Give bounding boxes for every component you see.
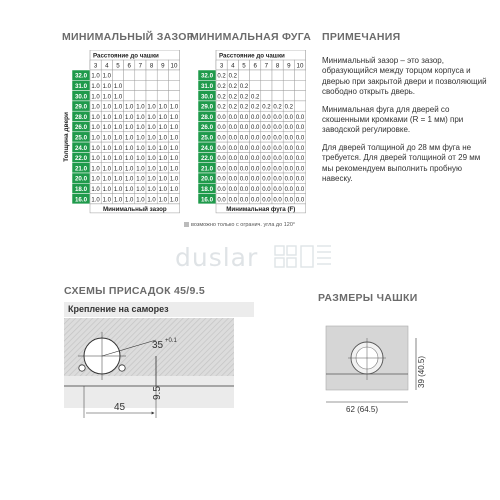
joint-cell-value: 0.0 (284, 176, 293, 183)
gap-cell (112, 70, 123, 80)
joint-col-label: 7 (264, 62, 269, 70)
gap-cell-value: 1.0 (102, 135, 111, 142)
joint-cell-value: 0.0 (262, 114, 271, 121)
gap-cell-value: 1.0 (136, 104, 145, 111)
gap-cell-value: 1.0 (113, 104, 123, 111)
joint-cell-value: 0.0 (262, 176, 271, 183)
gap-cell (146, 70, 157, 80)
joint-cell (250, 80, 261, 90)
joint-cell-value: 0.2 (228, 94, 237, 101)
joint-cell (294, 91, 305, 101)
gap-cell-value: 1.0 (158, 176, 167, 183)
joint-row-label: 28.0 (200, 113, 214, 121)
joint-cell-value: 0.0 (295, 156, 305, 163)
joint-cell-value: 0.2 (262, 104, 271, 111)
gap-cell-value: 1.0 (113, 187, 123, 193)
gap-cell-value: 1.0 (113, 94, 123, 101)
gap-cell (124, 91, 135, 101)
mounting-subheading: Крепление на саморез (64, 302, 254, 317)
gap-cell-value: 1.0 (125, 156, 134, 163)
joint-cell-value: 0.0 (239, 156, 249, 163)
gap-col-label: 5 (116, 62, 120, 70)
gap-cell-value: 1.0 (91, 73, 100, 80)
note-paragraph-2: Минимальная фуга для дверей со скошенными кромками (R = 1 мм) при заводской регулировке. (322, 104, 464, 135)
gap-cell-value: 1.0 (147, 156, 156, 163)
joint-cell-value: 0.0 (273, 176, 282, 183)
joint-cell-value: 0.0 (228, 156, 237, 163)
joint-cell-value: 0.0 (295, 187, 305, 193)
joint-cell-value: 0.0 (251, 135, 260, 142)
joint-cell-value: 0.0 (295, 125, 305, 132)
joint-cell (261, 70, 272, 80)
gap-col-label: 10 (170, 62, 178, 70)
gap-cell (168, 80, 179, 90)
joint-cell-value: 0.0 (284, 114, 293, 121)
gap-col-label: 3 (93, 62, 98, 70)
joint-cell-value: 0.0 (273, 156, 282, 163)
gap-cell-value: 1.0 (158, 197, 167, 204)
joint-cell (283, 91, 294, 101)
joint-cell-value: 0.0 (273, 197, 282, 204)
gap-cell (124, 70, 135, 80)
depth-offset-label: 9.5 (152, 386, 163, 400)
gap-cell-value: 1.0 (102, 197, 111, 204)
joint-cell-value: 0.0 (262, 187, 271, 193)
joint-row-label: 22.0 (200, 155, 214, 163)
gap-cell-value: 1.0 (136, 176, 145, 183)
gap-cell-value: 1.0 (147, 187, 156, 193)
distance-label: 45 (114, 402, 126, 413)
joint-row-label: 31.0 (200, 83, 214, 90)
gap-cell-value: 1.0 (158, 114, 167, 121)
joint-cell-value: 0.0 (273, 187, 282, 193)
gap-cell-value: 1.0 (113, 176, 123, 183)
note-paragraph-1: Минимальный зазор – это зазор, образующийся между торцом корпуса и дверью при закрытой двери и позволяющий свободно открыть дверь. (322, 56, 487, 97)
gap-cell-value: 1.0 (169, 156, 179, 163)
gap-cell (157, 80, 168, 90)
gap-cell-value: 1.0 (158, 156, 167, 163)
gap-cell-value: 1.0 (147, 197, 156, 204)
gap-cell-value: 1.0 (125, 145, 134, 152)
joint-row-label: 20.0 (200, 175, 214, 183)
joint-cell-value: 0.2 (239, 84, 249, 90)
gap-cell-value: 1.0 (102, 114, 111, 121)
gap-cell-value: 1.0 (102, 94, 111, 101)
joint-cell-value: 0.0 (239, 187, 249, 193)
joint-row-label: 16.0 (200, 196, 214, 204)
gap-row-label: 30.0 (74, 93, 88, 101)
gap-col-label: 8 (149, 62, 154, 70)
gap-cell (135, 70, 146, 80)
gap-cell-value: 1.0 (169, 114, 179, 121)
joint-cell-value: 0.0 (284, 166, 293, 173)
joint-cell (283, 70, 294, 80)
gap-row-label: 22.0 (74, 155, 88, 163)
joint-cell-value: 0.2 (239, 104, 249, 111)
footnote (184, 222, 295, 228)
joint-cell-value: 0.0 (228, 125, 237, 132)
joint-cell-value: 0.0 (284, 156, 293, 163)
gap-footer-text: Минимальный зазор (102, 205, 167, 213)
gap-cell-value: 1.0 (136, 197, 145, 204)
joint-cell (294, 101, 305, 111)
gap-cell-value: 1.0 (125, 114, 134, 121)
panel-edge-strip (64, 376, 234, 408)
joint-cell-value: 0.0 (251, 187, 260, 193)
joint-cell-value: 0.0 (273, 114, 282, 121)
gap-cell (124, 80, 135, 90)
gap-cell-value: 1.0 (169, 166, 179, 173)
min-gap-heading: МИНИМАЛЬНЫЙ ЗАЗОР (62, 31, 194, 43)
joint-cell-value: 0.0 (273, 135, 282, 142)
gap-cell-value: 1.0 (102, 176, 111, 183)
gap-cell-value: 1.0 (169, 125, 179, 132)
joint-cell-value: 0.2 (228, 73, 237, 80)
gap-cell (135, 91, 146, 101)
joint-cell-value: 0.2 (217, 73, 226, 80)
gap-row-label: 25.0 (74, 134, 88, 142)
gap-cell-value: 1.0 (91, 176, 100, 183)
joint-cell-value: 0.0 (228, 187, 237, 193)
gap-cell-value: 1.0 (91, 166, 100, 173)
joint-cell-value: 0.0 (228, 197, 237, 204)
gap-cell-value: 1.0 (125, 166, 134, 173)
gap-cell-value: 1.0 (169, 197, 179, 204)
gap-cell-value: 1.0 (113, 145, 123, 152)
gap-cell-value: 1.0 (125, 104, 134, 111)
joint-cell-value: 0.2 (228, 84, 237, 90)
joint-cell-value: 0.0 (239, 135, 249, 142)
joint-cell-value: 0.0 (262, 135, 271, 142)
joint-cell-value: 0.0 (295, 166, 305, 173)
joint-cell-value: 0.0 (251, 114, 260, 121)
joint-cell-value: 0.0 (239, 145, 249, 152)
joint-cell-value: 0.0 (251, 156, 260, 163)
gap-cell-value: 1.0 (136, 166, 145, 173)
joint-cell-value: 0.0 (239, 176, 249, 183)
notes-text (322, 56, 492, 191)
joint-col-label: 8 (275, 62, 280, 70)
radius-label: 35 (152, 340, 164, 351)
joint-cell-value: 0.0 (239, 197, 249, 204)
joint-col-label: 5 (242, 62, 246, 70)
duslar-logo (175, 243, 333, 272)
gap-cell-value: 1.0 (102, 187, 111, 193)
joint-row-label: 26.0 (200, 124, 214, 132)
gap-cell (146, 80, 157, 90)
gap-cell (168, 91, 179, 101)
gap-col-label: 7 (138, 62, 143, 70)
min-joint-table (198, 50, 308, 218)
gap-row-label: 28.0 (74, 113, 88, 121)
joint-cell-value: 0.2 (228, 104, 237, 111)
gap-cell-value: 1.0 (113, 135, 123, 142)
gap-cell-value: 1.0 (91, 145, 100, 152)
joint-cell (261, 80, 272, 90)
gap-cell-value: 1.0 (158, 187, 167, 193)
joint-cell-value: 0.0 (217, 187, 226, 193)
cup-size-diagram (318, 320, 438, 420)
cup-width-label: 62 (64.5) (346, 405, 379, 414)
joint-cell-value: 0.2 (217, 94, 226, 101)
screw-hole-right (119, 365, 125, 371)
joint-cell (261, 91, 272, 101)
joint-cell-value: 0.0 (217, 125, 226, 132)
gap-cell-value: 1.0 (91, 104, 100, 111)
joint-cell-value: 0.0 (251, 197, 260, 204)
logo-mark-icon (273, 244, 333, 270)
gap-cell-value: 1.0 (91, 187, 100, 193)
gap-cell-value: 1.0 (147, 104, 156, 111)
joint-cell-value: 0.0 (295, 176, 305, 183)
joint-cell (272, 91, 283, 101)
joint-cell-value: 0.0 (262, 125, 271, 132)
joint-col-label: 10 (296, 62, 304, 70)
gap-cell-value: 1.0 (91, 135, 100, 142)
screw-hole-left (79, 365, 85, 371)
gap-cell-value: 1.0 (125, 125, 134, 132)
note-paragraph-3: Для дверей толщиной до 28 мм фуга не требуется. Для дверей толщиной от 29 мм мы рекомендуем выполнить пробную навеску. (322, 142, 481, 184)
gap-col-label: 9 (161, 62, 165, 70)
joint-cell-value: 0.0 (228, 135, 237, 142)
joint-cell-value: 0.0 (284, 125, 293, 132)
gap-cell-value: 1.0 (91, 84, 100, 90)
joint-cell-value: 0.0 (217, 114, 226, 121)
joint-row-label: 24.0 (200, 144, 214, 152)
gap-cell-value: 1.0 (125, 197, 134, 204)
gap-cell-value: 1.0 (147, 176, 156, 183)
joint-cell (272, 70, 283, 80)
gap-row-label: 16.0 (74, 196, 88, 204)
joint-cell-value: 0.0 (284, 187, 293, 193)
joint-cell-value: 0.0 (228, 114, 237, 121)
gap-cell-value: 1.0 (102, 125, 111, 132)
gap-cell-value: 1.0 (136, 156, 145, 163)
footnote-text: возможно только с огранич. угла до 120° (191, 222, 296, 228)
joint-cell-value: 0.0 (239, 166, 249, 173)
gap-row-label: 18.0 (74, 186, 88, 193)
joint-cell (283, 80, 294, 90)
joint-cell-value: 0.2 (217, 104, 226, 111)
drill-scheme-diagram (64, 318, 264, 448)
joint-row-label: 30.0 (200, 93, 214, 101)
gap-row-label: 26.0 (74, 124, 88, 132)
gap-cell-value: 1.0 (147, 125, 156, 132)
joint-col-label: 9 (287, 62, 291, 70)
gap-cell-value: 1.0 (147, 135, 156, 142)
gap-cell (157, 70, 168, 80)
joint-cell-value: 0.0 (284, 197, 293, 204)
joint-cell-value: 0.0 (251, 125, 260, 132)
joint-cell-value: 0.2 (217, 84, 226, 90)
joint-cell-value: 0.0 (273, 145, 282, 152)
gap-cell-value: 1.0 (113, 156, 123, 163)
gap-cell-value: 1.0 (136, 125, 145, 132)
joint-cell-value: 0.2 (251, 104, 260, 111)
gap-cell-value: 1.0 (136, 135, 145, 142)
cup-height-label: 39 (40.5) (417, 355, 426, 388)
joint-cell-value: 0.0 (273, 166, 282, 173)
gap-cell-value: 1.0 (125, 187, 134, 193)
joint-cell-value: 0.0 (217, 145, 226, 152)
joint-cell-value: 0.0 (228, 166, 237, 173)
gap-cell-value: 1.0 (91, 125, 100, 132)
joint-cell-value: 0.2 (251, 94, 260, 101)
gap-col-label: 4 (105, 62, 109, 70)
joint-cell (238, 70, 249, 80)
joint-cell-value: 0.0 (217, 166, 226, 173)
gap-col-label: 6 (127, 62, 131, 70)
joint-cell-value: 0.0 (295, 145, 305, 152)
gap-header-text: Расстояние до чашки (93, 52, 159, 60)
gap-cell-value: 1.0 (113, 84, 123, 90)
joint-cell-value: 0.0 (273, 125, 282, 132)
joint-cell-value: 0.2 (273, 104, 282, 111)
hatch-swatch (184, 222, 189, 227)
gap-cell-value: 1.0 (169, 104, 179, 111)
joint-col-label: 3 (219, 62, 224, 70)
gap-cell-value: 1.0 (102, 104, 111, 111)
gap-cell-value: 1.0 (102, 73, 111, 80)
gap-cell (157, 91, 168, 101)
joint-cell-value: 0.0 (251, 176, 260, 183)
gap-cell-value: 1.0 (147, 145, 156, 152)
joint-cell-value: 0.0 (284, 145, 293, 152)
gap-cell-value: 1.0 (136, 187, 145, 193)
gap-cell-value: 1.0 (102, 145, 111, 152)
gap-row-label: 24.0 (74, 144, 88, 152)
gap-row-label: 31.0 (74, 83, 88, 90)
gap-row-axis-label: Толщина двери (63, 111, 70, 162)
joint-cell-value: 0.0 (228, 145, 237, 152)
gap-cell-value: 1.0 (113, 197, 123, 204)
joint-cell-value: 0.0 (284, 135, 293, 142)
gap-cell-value: 1.0 (169, 187, 179, 193)
gap-cell-value: 1.0 (158, 135, 167, 142)
cup-sizes-heading: РАЗМЕРЫ ЧАШКИ (318, 292, 418, 304)
logo-text: duslar (175, 243, 259, 272)
joint-cell-value: 0.0 (251, 166, 260, 173)
joint-row-label: 21.0 (200, 165, 214, 173)
gap-cell (168, 70, 179, 80)
gap-row-label: 20.0 (74, 175, 88, 183)
notes-heading: ПРИМЕЧАНИЯ (322, 31, 401, 43)
joint-cell-value: 0.0 (217, 156, 226, 163)
joint-cell-value: 0.0 (228, 176, 237, 183)
joint-footer-text: Минимальная фуга (F) (226, 205, 296, 213)
joint-cell-value: 0.0 (295, 197, 305, 204)
gap-cell-value: 1.0 (113, 114, 123, 121)
joint-row-label: 18.0 (200, 186, 214, 193)
min-joint-heading: МИНИМАЛЬНАЯ ФУГА (190, 31, 312, 43)
joint-cell-value: 0.0 (295, 114, 305, 121)
joint-cell-value: 0.0 (262, 197, 271, 204)
gap-cell-value: 1.0 (136, 114, 145, 121)
gap-cell-value: 1.0 (169, 145, 179, 152)
joint-cell-value: 0.0 (239, 125, 249, 132)
joint-cell-value: 0.0 (217, 176, 226, 183)
gap-cell-value: 1.0 (169, 176, 179, 183)
joint-header-text: Расстояние до чашки (219, 52, 285, 60)
gap-cell (135, 80, 146, 90)
joint-cell-value: 0.0 (295, 135, 305, 142)
gap-cell-value: 1.0 (169, 135, 179, 142)
joint-row-label: 25.0 (200, 134, 214, 142)
gap-cell-value: 1.0 (91, 156, 100, 163)
gap-cell-value: 1.0 (147, 166, 156, 173)
gap-cell-value: 1.0 (158, 104, 167, 111)
gap-row-label: 29.0 (74, 103, 88, 111)
gap-cell-value: 1.0 (102, 84, 111, 90)
gap-cell-value: 1.0 (125, 135, 134, 142)
joint-row-label: 29.0 (200, 103, 214, 111)
joint-cell (272, 80, 283, 90)
min-gap-table (60, 50, 185, 218)
gap-row-label: 21.0 (74, 165, 88, 173)
joint-cell-value: 0.0 (262, 166, 271, 173)
gap-cell-value: 1.0 (113, 166, 123, 173)
joint-cell-value: 0.0 (262, 145, 271, 152)
joint-cell (250, 70, 261, 80)
joint-cell-value: 0.0 (217, 135, 226, 142)
gap-cell-value: 1.0 (113, 125, 123, 132)
joint-cell-value: 0.0 (251, 145, 260, 152)
gap-cell-value: 1.0 (91, 94, 100, 101)
gap-cell (146, 91, 157, 101)
joint-cell-value: 0.2 (239, 94, 249, 101)
gap-cell-value: 1.0 (147, 114, 156, 121)
joint-cell-value: 0.0 (217, 197, 226, 204)
radius-tolerance: +0.1 (165, 338, 177, 344)
joint-col-label: 6 (253, 62, 257, 70)
gap-cell-value: 1.0 (125, 176, 134, 183)
joint-cell (294, 70, 305, 80)
joint-cell-value: 0.0 (239, 114, 249, 121)
gap-cell-value: 1.0 (91, 114, 100, 121)
gap-cell-value: 1.0 (102, 156, 111, 163)
drill-schemes-heading: СХЕМЫ ПРИСАДОК 45/9.5 (64, 285, 205, 297)
gap-cell-value: 1.0 (136, 145, 145, 152)
joint-cell (294, 80, 305, 90)
joint-col-label: 4 (231, 62, 235, 70)
joint-cell-value: 0.2 (284, 104, 293, 111)
gap-cell-value: 1.0 (102, 166, 111, 173)
gap-cell-value: 1.0 (158, 125, 167, 132)
gap-row-label: 32.0 (74, 72, 88, 80)
gap-cell-value: 1.0 (158, 145, 167, 152)
joint-row-label: 32.0 (200, 72, 214, 80)
gap-cell-value: 1.0 (91, 197, 100, 204)
joint-cell-value: 0.0 (262, 156, 271, 163)
gap-cell-value: 1.0 (158, 166, 167, 173)
